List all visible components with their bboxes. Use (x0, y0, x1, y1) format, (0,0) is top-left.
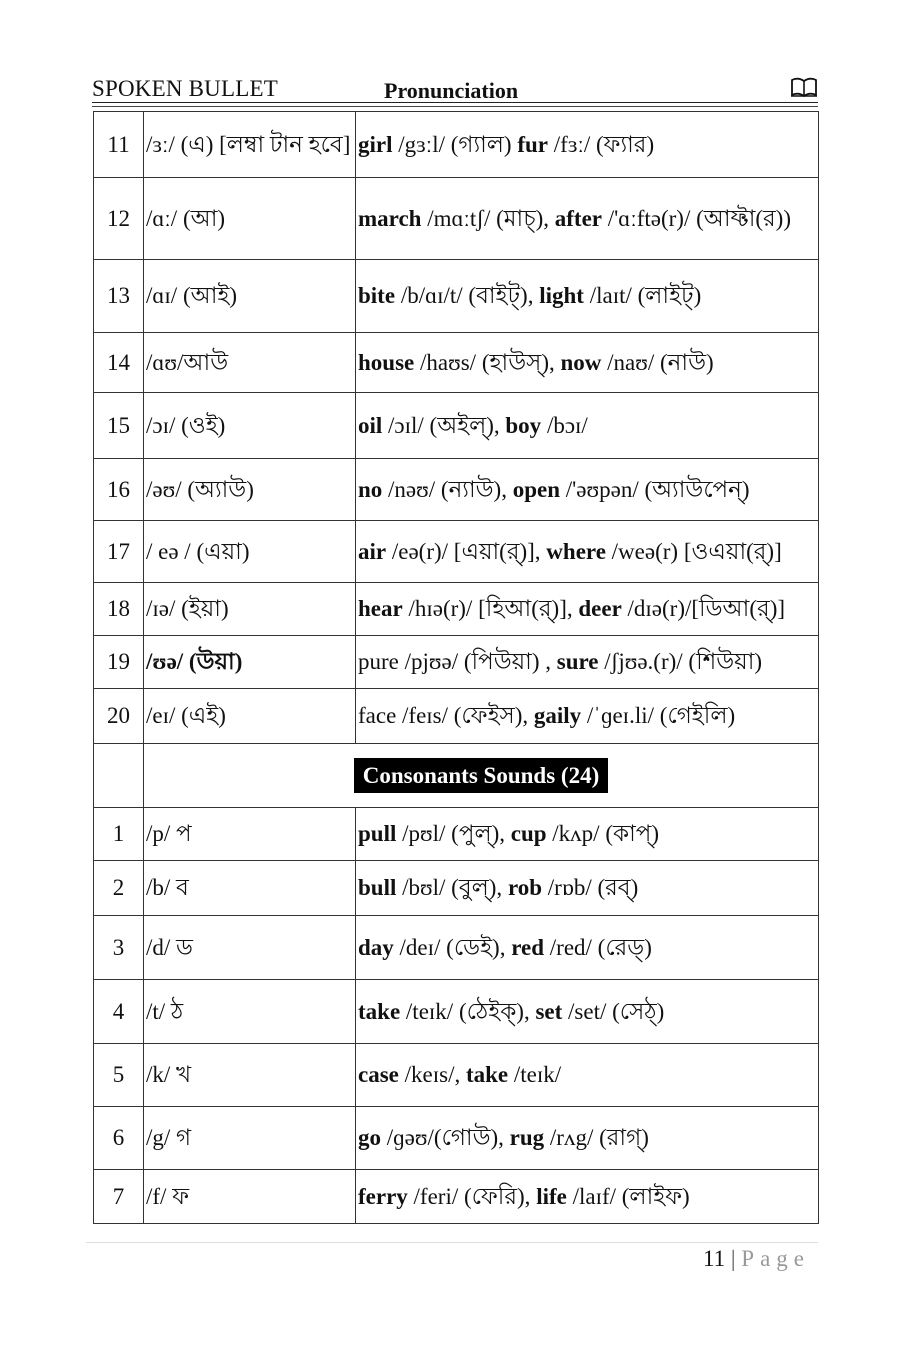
example-transcription: /laɪf/ (লাইফ) (566, 1183, 690, 1209)
example-words (356, 459, 819, 521)
example-word: go (358, 1125, 381, 1151)
example-word: take (358, 998, 401, 1024)
example-word: take (465, 1062, 509, 1088)
example-words (356, 636, 819, 689)
example-words (356, 178, 819, 260)
page-header (92, 76, 818, 104)
row-number: 13 (94, 260, 144, 333)
header-rule-secondary (92, 106, 818, 107)
example-words (356, 260, 819, 333)
example-transcription: /bɔɪ/ (541, 412, 588, 438)
example-transcription: /red/ (রেড্) (544, 934, 652, 960)
page-footer (703, 1246, 810, 1272)
phonetic-symbol: /g/ গ (144, 1107, 356, 1170)
row-number: 7 (94, 1170, 144, 1224)
row-number: 5 (94, 1044, 144, 1107)
table-row (94, 178, 819, 260)
example-transcription: /'ɑːftə(r)/ (আফ্টা(র)) (602, 205, 792, 231)
example-word: march (358, 205, 422, 231)
row-number: 11 (94, 112, 144, 178)
example-word: day (358, 934, 394, 960)
phonetic-symbol: /k/ খ (144, 1044, 356, 1107)
row-number: 14 (94, 333, 144, 393)
example-transcription: /gɜːl/ (গ্যাল) (392, 131, 518, 157)
phonetic-symbol: /ɪə/ (ইয়া) (144, 583, 356, 636)
row-number: 1 (94, 808, 144, 861)
example-word: where (546, 538, 606, 564)
phonetic-symbol: /ɔɪ/ (ওই) (144, 393, 356, 459)
example-words (356, 393, 819, 459)
pronunciation-table (93, 111, 819, 1224)
table-row (94, 980, 819, 1044)
phonetic-symbol: /ʊə/ (উয়া) (144, 636, 356, 689)
example-word: ferry (358, 1183, 408, 1209)
example-word: gaily (533, 703, 582, 729)
phonetic-symbol: /eɪ/ (এই) (144, 689, 356, 744)
row-number: 18 (94, 583, 144, 636)
example-transcription: /haʊs/ (হাউস্), (414, 349, 561, 375)
page-label: Page (741, 1246, 810, 1271)
example-word: house (358, 349, 415, 375)
table-row (94, 636, 819, 689)
example-word: light (539, 283, 584, 309)
example-word: after (554, 205, 603, 231)
table-row (94, 808, 819, 861)
example-transcription: /bʊl/ (বুল্), (396, 875, 508, 901)
example-transcription: /ʃjʊə.(r)/ (শিউয়া) (598, 649, 763, 675)
example-word: now (560, 349, 602, 375)
table-row (94, 260, 819, 333)
row-number: 20 (94, 689, 144, 744)
example-word: bite (358, 283, 396, 309)
example-words (356, 808, 819, 861)
row-number: 16 (94, 459, 144, 521)
brand-title: SPOKEN BULLET (92, 76, 278, 101)
table-row (94, 1170, 819, 1224)
example-transcription: /rʌg/ (রাগ্) (544, 1125, 649, 1151)
example-word: set (535, 998, 563, 1024)
example-transcription: /naʊ/ (নাউ) (601, 349, 714, 375)
example-transcription: pure /pjʊə/ (পিউয়া) , (358, 649, 557, 675)
example-transcription: /rɒb/ (রব্) (542, 875, 639, 901)
row-number: 17 (94, 521, 144, 583)
example-transcription: /hɪə(r)/ [হিআ(র্)], (402, 596, 579, 622)
example-words (356, 112, 819, 178)
example-word: air (358, 538, 387, 564)
example-transcription: /ɔɪl/ (অইল্), (382, 412, 506, 438)
example-word: girl (358, 131, 393, 157)
example-transcription: /'əʊpən/ (অ্যাউপেন্) (560, 476, 750, 502)
example-word: no (358, 476, 383, 502)
example-word: boy (505, 412, 542, 438)
consonant-rows (94, 808, 819, 1224)
table-row (94, 112, 819, 178)
example-words (356, 1044, 819, 1107)
example-word: hear (358, 596, 403, 622)
example-words (356, 1107, 819, 1170)
example-transcription: /pʊl/ (পুল্), (396, 821, 511, 847)
open-book-icon (790, 76, 818, 98)
example-word: rob (507, 875, 543, 901)
table-row (94, 861, 819, 916)
table-row (94, 393, 819, 459)
table-row (94, 459, 819, 521)
phonetic-symbol: /ɜː/ (এ) [লম্বা টান হবে] (144, 112, 356, 178)
phonetic-symbol: /ɑʊ/আউ (144, 333, 356, 393)
example-words (356, 916, 819, 980)
example-word: fur (517, 131, 549, 157)
example-transcription: /nəʊ/ (ন্যাউ), (382, 476, 513, 502)
example-word: sure (556, 649, 599, 675)
phonetic-symbol: /p/ প (144, 808, 356, 861)
example-transcription: /set/ (সেঠ্) (562, 998, 665, 1024)
example-transcription: /mɑːtʃ/ (মাচ্), (421, 205, 555, 231)
section-empty-cell (94, 744, 144, 808)
table-row (94, 521, 819, 583)
phonetic-symbol: /əʊ/ (অ্যাউ) (144, 459, 356, 521)
table-row (94, 916, 819, 980)
example-words (356, 1170, 819, 1224)
phonetic-symbol: / eə / (এয়া) (144, 521, 356, 583)
row-number: 15 (94, 393, 144, 459)
example-transcription: /deɪ/ (ডেই), (393, 934, 512, 960)
table-row (94, 333, 819, 393)
phonetic-symbol: /ɑː/ (আ) (144, 178, 356, 260)
page-separator: | (730, 1246, 736, 1271)
example-transcription: /dɪə(r)/[ডিআ(র্)] (621, 596, 786, 622)
section-title-cell (144, 744, 819, 808)
phonetic-symbol: /f/ ফ (144, 1170, 356, 1224)
example-words (356, 333, 819, 393)
example-word: cup (510, 821, 547, 847)
phonetic-symbol: /b/ ব (144, 861, 356, 916)
row-number: 3 (94, 916, 144, 980)
vowel-rows (94, 112, 819, 744)
example-words (356, 521, 819, 583)
table-row (94, 689, 819, 744)
example-transcription: /feri/ (ফেরি), (407, 1183, 537, 1209)
section-title: Consonants Sounds (24) (354, 758, 608, 793)
row-number: 12 (94, 178, 144, 260)
example-word: pull (358, 821, 397, 847)
example-word: rug (509, 1125, 545, 1151)
example-transcription: /ɡəʊ/(গোউ), (381, 1125, 510, 1151)
example-words (356, 861, 819, 916)
example-transcription: /ˈɡeɪ.li/ (গেইলি) (581, 703, 736, 729)
example-word: bull (358, 875, 397, 901)
example-transcription: /laɪt/ (লাইট্) (583, 283, 702, 309)
subject-title: Pronunciation (384, 78, 519, 103)
section-header-row-group (94, 744, 819, 808)
table-row (94, 1044, 819, 1107)
phonetic-symbol: /t/ ঠ (144, 980, 356, 1044)
row-number: 6 (94, 1107, 144, 1170)
example-transcription: /kʌp/ (কাপ্) (546, 821, 660, 847)
example-word: life (536, 1183, 567, 1209)
example-transcription: /keɪs/, (398, 1062, 466, 1088)
example-word: red (511, 934, 545, 960)
example-words (356, 689, 819, 744)
example-transcription: /teɪk/ (ঠেইক্), (400, 998, 536, 1024)
page-number: 11 (703, 1246, 726, 1271)
row-number: 2 (94, 861, 144, 916)
phonetic-symbol: /d/ ড (144, 916, 356, 980)
example-word: open (512, 476, 561, 502)
example-transcription: face /feɪs/ (ফেইস), (358, 703, 534, 729)
footer-rule (86, 1242, 818, 1243)
table-row (94, 583, 819, 636)
example-transcription: /teɪk/ (508, 1062, 562, 1088)
row-number: 4 (94, 980, 144, 1044)
example-transcription: /b/ɑɪ/t/ (বাইট্), (395, 283, 540, 309)
example-transcription: /weə(r) [ওএয়া(র্)] (605, 538, 782, 564)
example-transcription: /fɜː/ (ফ্যার) (548, 131, 655, 157)
example-word: oil (358, 412, 383, 438)
example-word: case (358, 1062, 399, 1088)
example-words (356, 980, 819, 1044)
table-row (94, 1107, 819, 1170)
example-transcription: /eə(r)/ [এয়া(র্)], (386, 538, 547, 564)
header-rule (92, 102, 818, 103)
row-number: 19 (94, 636, 144, 689)
example-word: deer (578, 596, 622, 622)
section-header-row (94, 744, 819, 808)
example-words (356, 583, 819, 636)
phonetic-symbol: /ɑɪ/ (আই) (144, 260, 356, 333)
